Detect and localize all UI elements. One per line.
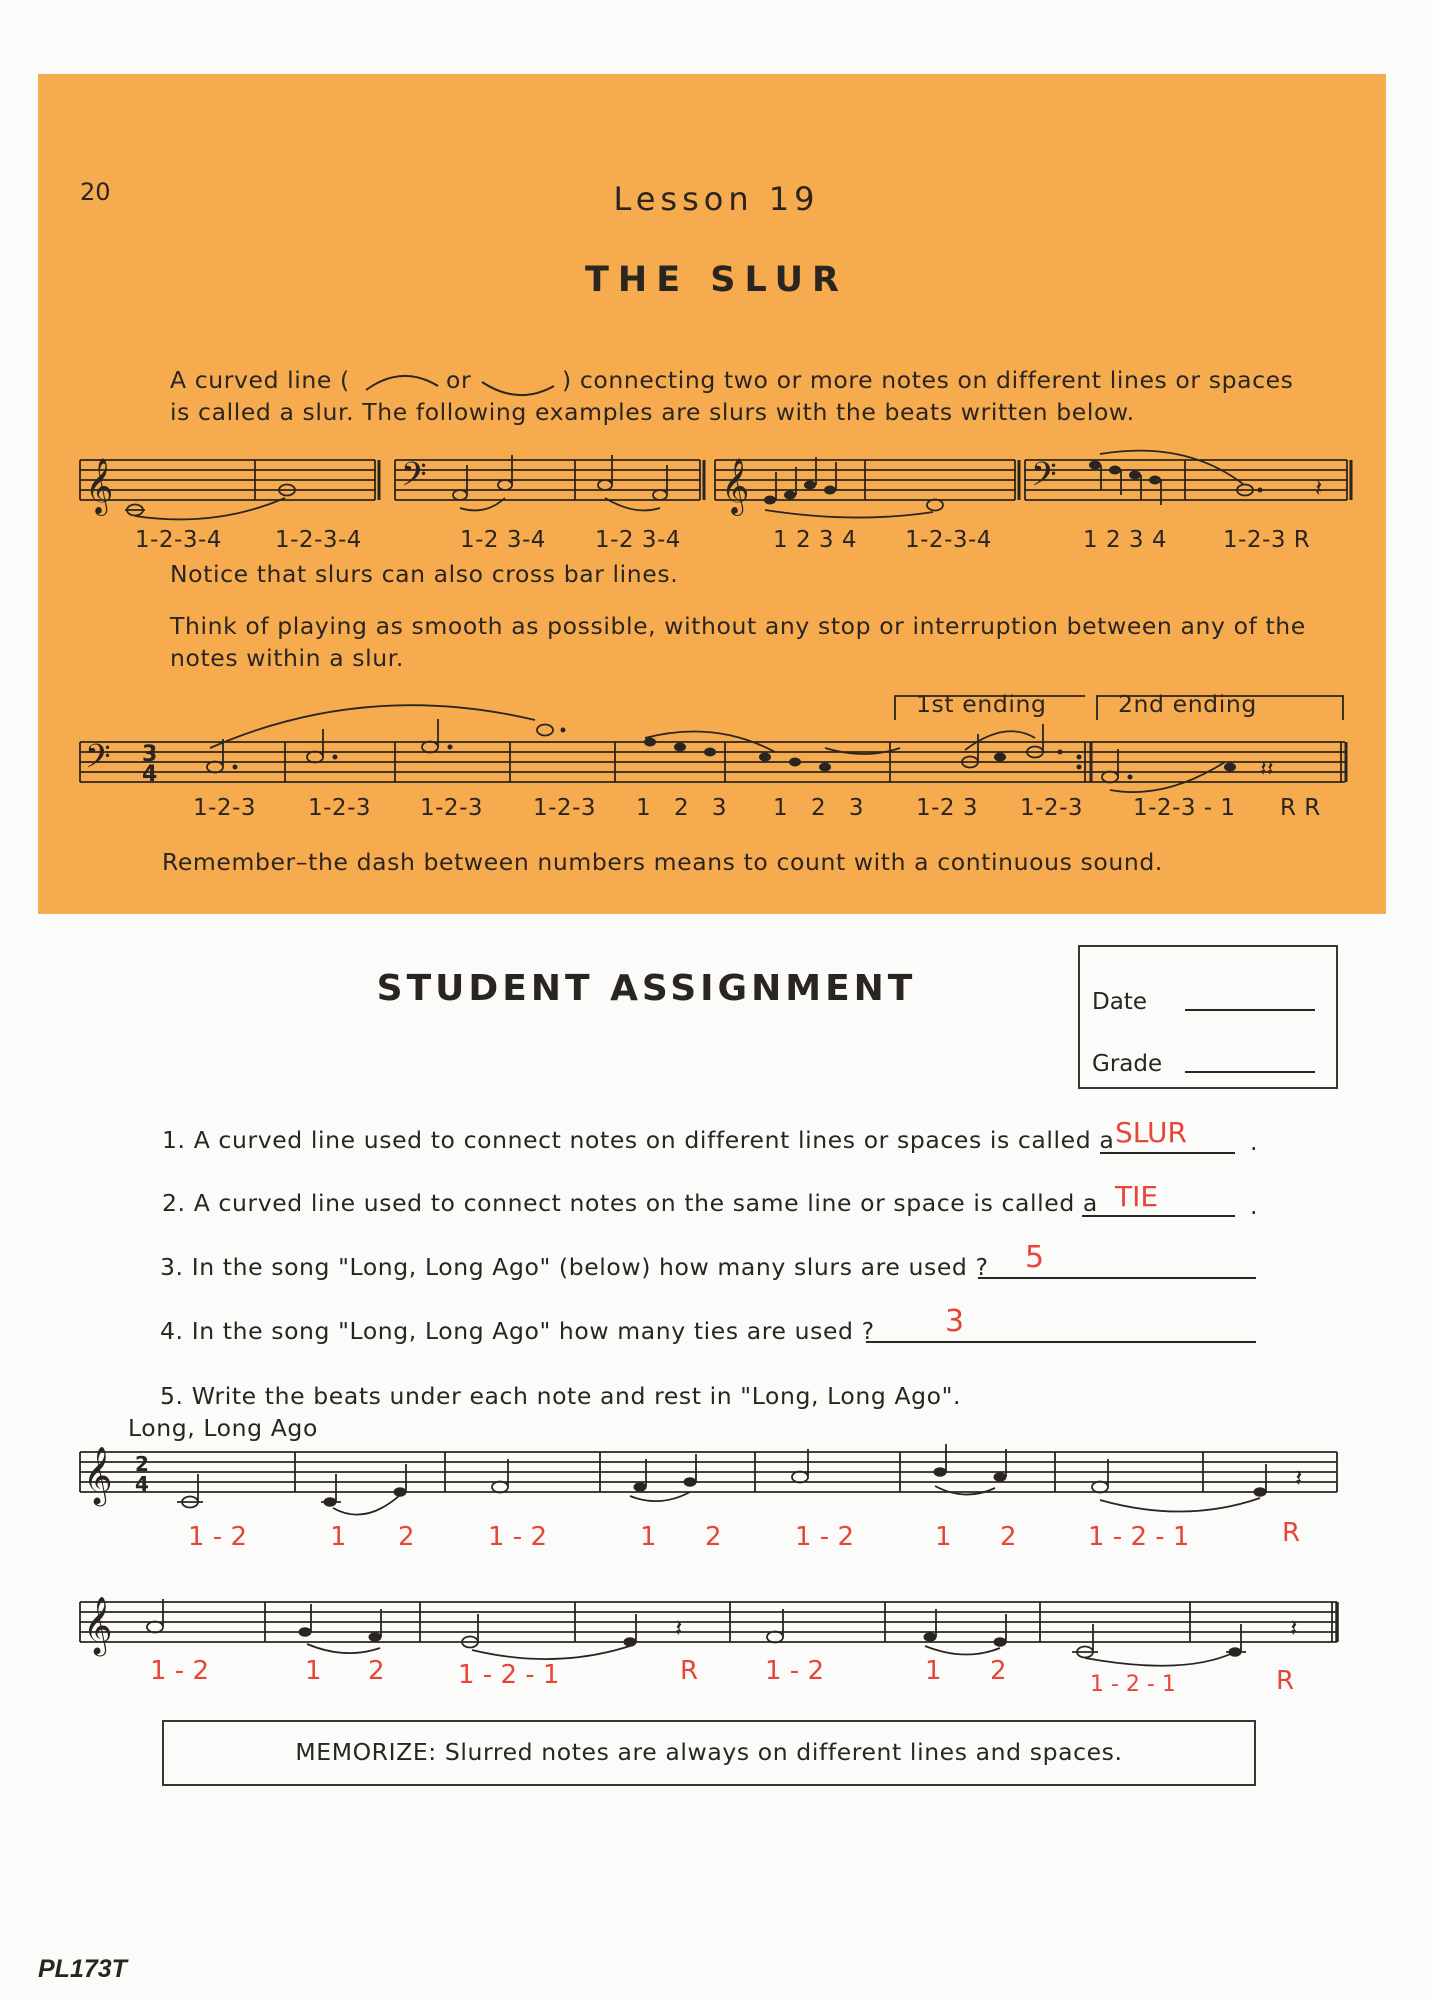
answer-2: TIE	[1115, 1180, 1159, 1213]
song1-beat-10: 1 - 2 - 1	[1088, 1522, 1190, 1552]
memorize-box	[162, 1720, 1256, 1786]
example-3-beat-1: 1 2 3 4	[773, 527, 857, 553]
question-1-end: .	[1250, 1128, 1259, 1156]
song-time-top: 2	[135, 1452, 149, 1476]
exercise-beat-8: 1-2-3	[1020, 795, 1083, 821]
memorize-text: MEMORIZE: Slurred notes are always on different lines and spaces.	[295, 1738, 1123, 1766]
example-3-beat-2: 1-2-3-4	[905, 527, 992, 553]
song1-beat-8: 1	[935, 1522, 952, 1552]
answer-3: 5	[1025, 1240, 1045, 1275]
song1-beat-5: 1	[640, 1522, 657, 1552]
song1-beat-6: 2	[705, 1522, 722, 1552]
song-time-bottom: 4	[135, 1472, 149, 1496]
svg-text:𝄽𝄽: 𝄽𝄽	[1260, 757, 1274, 782]
curve-over-icon	[362, 368, 442, 398]
exercise-beat-4: 1-2-3	[533, 795, 596, 821]
second-ending-label: 2nd ending	[1118, 690, 1257, 718]
date-field[interactable]	[1185, 1009, 1315, 1011]
lesson-label: Lesson 19	[613, 180, 820, 218]
page-number: 20	[80, 178, 111, 206]
song-title: Long, Long Ago	[128, 1414, 318, 1442]
song2-beat-3: 2	[368, 1656, 385, 1686]
grade-label: Grade	[1092, 1051, 1163, 1077]
example-4-beat-1: 1 2 3 4	[1083, 527, 1167, 553]
song2-beat-10: R	[1276, 1666, 1295, 1696]
intro-line2: is called a slur. The following examples are slurs with the beats written below.	[170, 398, 1135, 426]
song-staff-2	[75, 1590, 1345, 1670]
answer-1: SLUR	[1115, 1116, 1187, 1149]
svg-text:𝄞: 𝄞	[721, 458, 750, 514]
song1-beat-9: 2	[1000, 1522, 1017, 1552]
think-line2: notes within a slur.	[170, 644, 404, 672]
exercise-beat-1: 1-2-3	[193, 795, 256, 821]
exercise-time-bottom: 4	[142, 762, 158, 787]
svg-text:𝄽: 𝄽	[675, 1614, 683, 1642]
answer-2-line[interactable]	[1082, 1215, 1235, 1217]
song2-beat-1: 1 - 2	[150, 1656, 209, 1686]
svg-text:𝄢: 𝄢	[1031, 456, 1057, 502]
date-grade-box	[1078, 945, 1338, 1089]
song1-beat-3: 2	[398, 1522, 415, 1552]
intro-line1-b: ) connecting two or more notes on different lines or spaces	[562, 366, 1294, 394]
exercise-beat-5: 1 2 3	[636, 795, 735, 821]
song2-beat-9: 1 - 2 - 1	[1090, 1672, 1176, 1697]
answer-1-line[interactable]	[1100, 1152, 1235, 1154]
question-3: 3. In the song "Long, Long Ago" (below) how many slurs are used ?	[160, 1253, 989, 1281]
song2-beat-4: 1 - 2 - 1	[458, 1660, 560, 1690]
song1-beat-1: 1 - 2	[188, 1522, 247, 1552]
song1-beat-11: R	[1282, 1518, 1301, 1548]
exercise-beat-9: 1-2-3 - 1	[1133, 795, 1236, 821]
song1-beat-2: 1	[330, 1522, 347, 1552]
song1-beat-7: 1 - 2	[795, 1522, 854, 1552]
song2-beat-6: 1 - 2	[765, 1656, 824, 1686]
song1-beat-4: 1 - 2	[488, 1522, 547, 1552]
svg-text:𝄞: 𝄞	[85, 458, 114, 514]
song2-beat-8: 2	[990, 1656, 1007, 1686]
example-1-beat-2: 1-2-3-4	[275, 527, 362, 553]
svg-text:𝄽: 𝄽	[1290, 1614, 1298, 1642]
exercise-time-top: 3	[142, 742, 158, 767]
svg-text:𝄢: 𝄢	[85, 738, 111, 784]
svg-text:𝄞: 𝄞	[83, 1596, 113, 1654]
slur-examples	[75, 450, 1355, 530]
question-2-end: .	[1250, 1192, 1259, 1220]
exercise-beat-7: 1-2 3	[916, 795, 979, 821]
date-label: Date	[1092, 989, 1147, 1015]
svg-text:𝄽: 𝄽	[1295, 1464, 1303, 1492]
footer-code: PL173T	[38, 1955, 127, 1983]
assignment-title: STUDENT ASSIGNMENT	[376, 968, 917, 1009]
answer-3-line[interactable]	[978, 1277, 1256, 1279]
question-2: 2. A curved line used to connect notes on the same line or space is called a	[162, 1189, 1098, 1217]
svg-text:𝄞: 𝄞	[83, 1446, 113, 1504]
example-2-beat-2: 1-2 3-4	[595, 527, 681, 553]
svg-text:𝄢: 𝄢	[401, 456, 427, 502]
notice-text: Notice that slurs can also cross bar lines.	[170, 560, 679, 588]
question-1: 1. A curved line used to connect notes on different lines or spaces is called a	[162, 1126, 1115, 1154]
question-5: 5. Write the beats under each note and rest in "Long, Long Ago".	[160, 1382, 962, 1410]
svg-text:𝄽: 𝄽	[1315, 474, 1323, 502]
song2-beat-7: 1	[925, 1656, 942, 1686]
intro-or: or	[446, 366, 472, 394]
example-4-beat-2: 1-2-3 R	[1223, 527, 1311, 553]
answer-4: 3	[945, 1304, 965, 1339]
song2-beat-2: 1	[305, 1656, 322, 1686]
example-2-beat-1: 1-2 3-4	[460, 527, 546, 553]
exercise-beat-3: 1-2-3	[420, 795, 483, 821]
remember-text: Remember–the dash between numbers means to count with a continuous sound.	[162, 848, 1163, 876]
think-line1: Think of playing as smooth as possible, without any stop or interruption between any of the	[170, 612, 1306, 640]
question-4: 4. In the song "Long, Long Ago" how many ties are used ?	[160, 1317, 875, 1345]
grade-field[interactable]	[1185, 1071, 1315, 1073]
song2-beat-5: R	[680, 1656, 699, 1686]
song-staff-1	[75, 1440, 1345, 1520]
answer-4-line[interactable]	[866, 1341, 1256, 1343]
exercise-beat-2: 1-2-3	[308, 795, 371, 821]
first-ending-label: 1st ending	[916, 690, 1047, 718]
lesson-title: THE SLUR	[585, 260, 848, 300]
exercise-beat-6: 1 2 3	[773, 795, 872, 821]
example-1-beat-1: 1-2-3-4	[135, 527, 222, 553]
intro-line1-a: A curved line (	[170, 366, 350, 394]
exercise-beat-10: R R	[1280, 795, 1321, 821]
